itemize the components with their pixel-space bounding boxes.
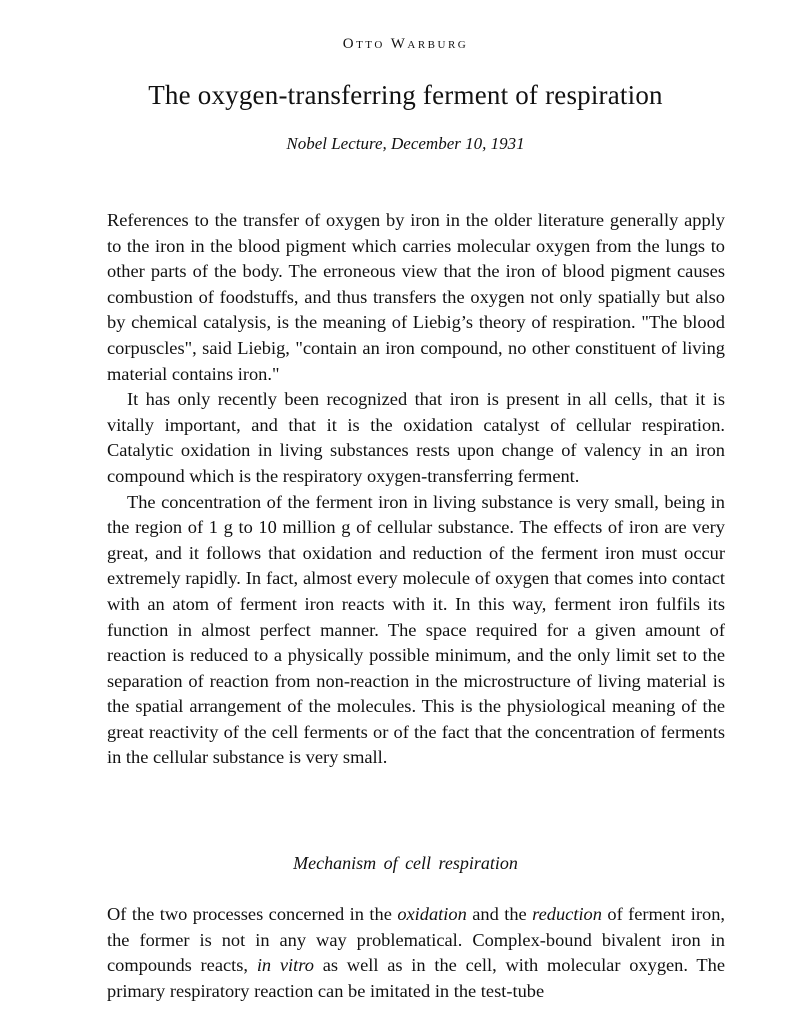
section-body-text: [107, 902, 725, 1004]
text-run: as well as in the cell, with molecular oxygen. The primary respiratory reaction can be imitated in the test-tube: [107, 955, 725, 1001]
section-heading: Mechanism of cell respiration: [293, 853, 518, 873]
emphasis-text: in vitro: [256, 955, 314, 976]
emphasis-text: reduction: [532, 904, 602, 924]
paragraph: It has only recently been recognized that iron is present in all cells, that it is vitally important, and that it is the oxidation catalyst of cellular respiration. Catalytic oxidation in living substances rests upon change of valency in an iron compound which is the respiratory oxygen-transferring ferment.: [107, 389, 725, 486]
emphasis-text: oxidation: [397, 904, 467, 924]
paragraph: References to the transfer of oxygen by iron in the older literature generally apply to the iron in the blood pigment which carries molecular oxygen from the lungs to other parts of the body. The erroneous view that the iron of blood pigment causes combustion of foodstuffs, and thus transfers the oxygen not only spatially but also by chemical catalysis, is the meaning of Liebig’s theory of respiration. "The blood corpuscles", said Liebig, "contain an iron compound, no other constituent of living material contains iron.": [107, 210, 725, 384]
lecture-title: The oxygen-transferring ferment of respiration: [148, 80, 663, 110]
lecture-subtitle: Nobel Lecture, December 10, 1931: [286, 134, 525, 153]
body-text: [107, 208, 725, 771]
author-name: Otto Warburg: [342, 36, 469, 52]
paragraph: [107, 902, 725, 1004]
text-run: of ferment iron, the former is not in any way problematical. Complex-bound bivalent iron in compounds reacts,: [107, 904, 725, 976]
text-run: Of the two processes concerned in the: [107, 904, 398, 924]
paragraph: The concentration of the ferment iron in living substance is very small, being in the region of 1 g to 10 million g of cellular substance. The effects of iron are very great, and it follows that oxidation and reduction of the ferment iron must occur extremely rapidly. In fact, almost every molecule of oxygen that comes into contact with an atom of ferment iron reacts with it. In this way, ferment iron fulfils its function in almost perfect manner. The space required for a given amount of reaction is reduced to a physically possible minimum, and the only limit set to the separation of reaction from non-reaction in the microstructure of living material is the spatial arrangement of the molecules. This is the physiological meaning of the great reactivity of the cell ferments or of the fact that the concentration of ferments in the cellular substance is very small.: [107, 491, 725, 768]
text-run: and the: [466, 904, 533, 924]
